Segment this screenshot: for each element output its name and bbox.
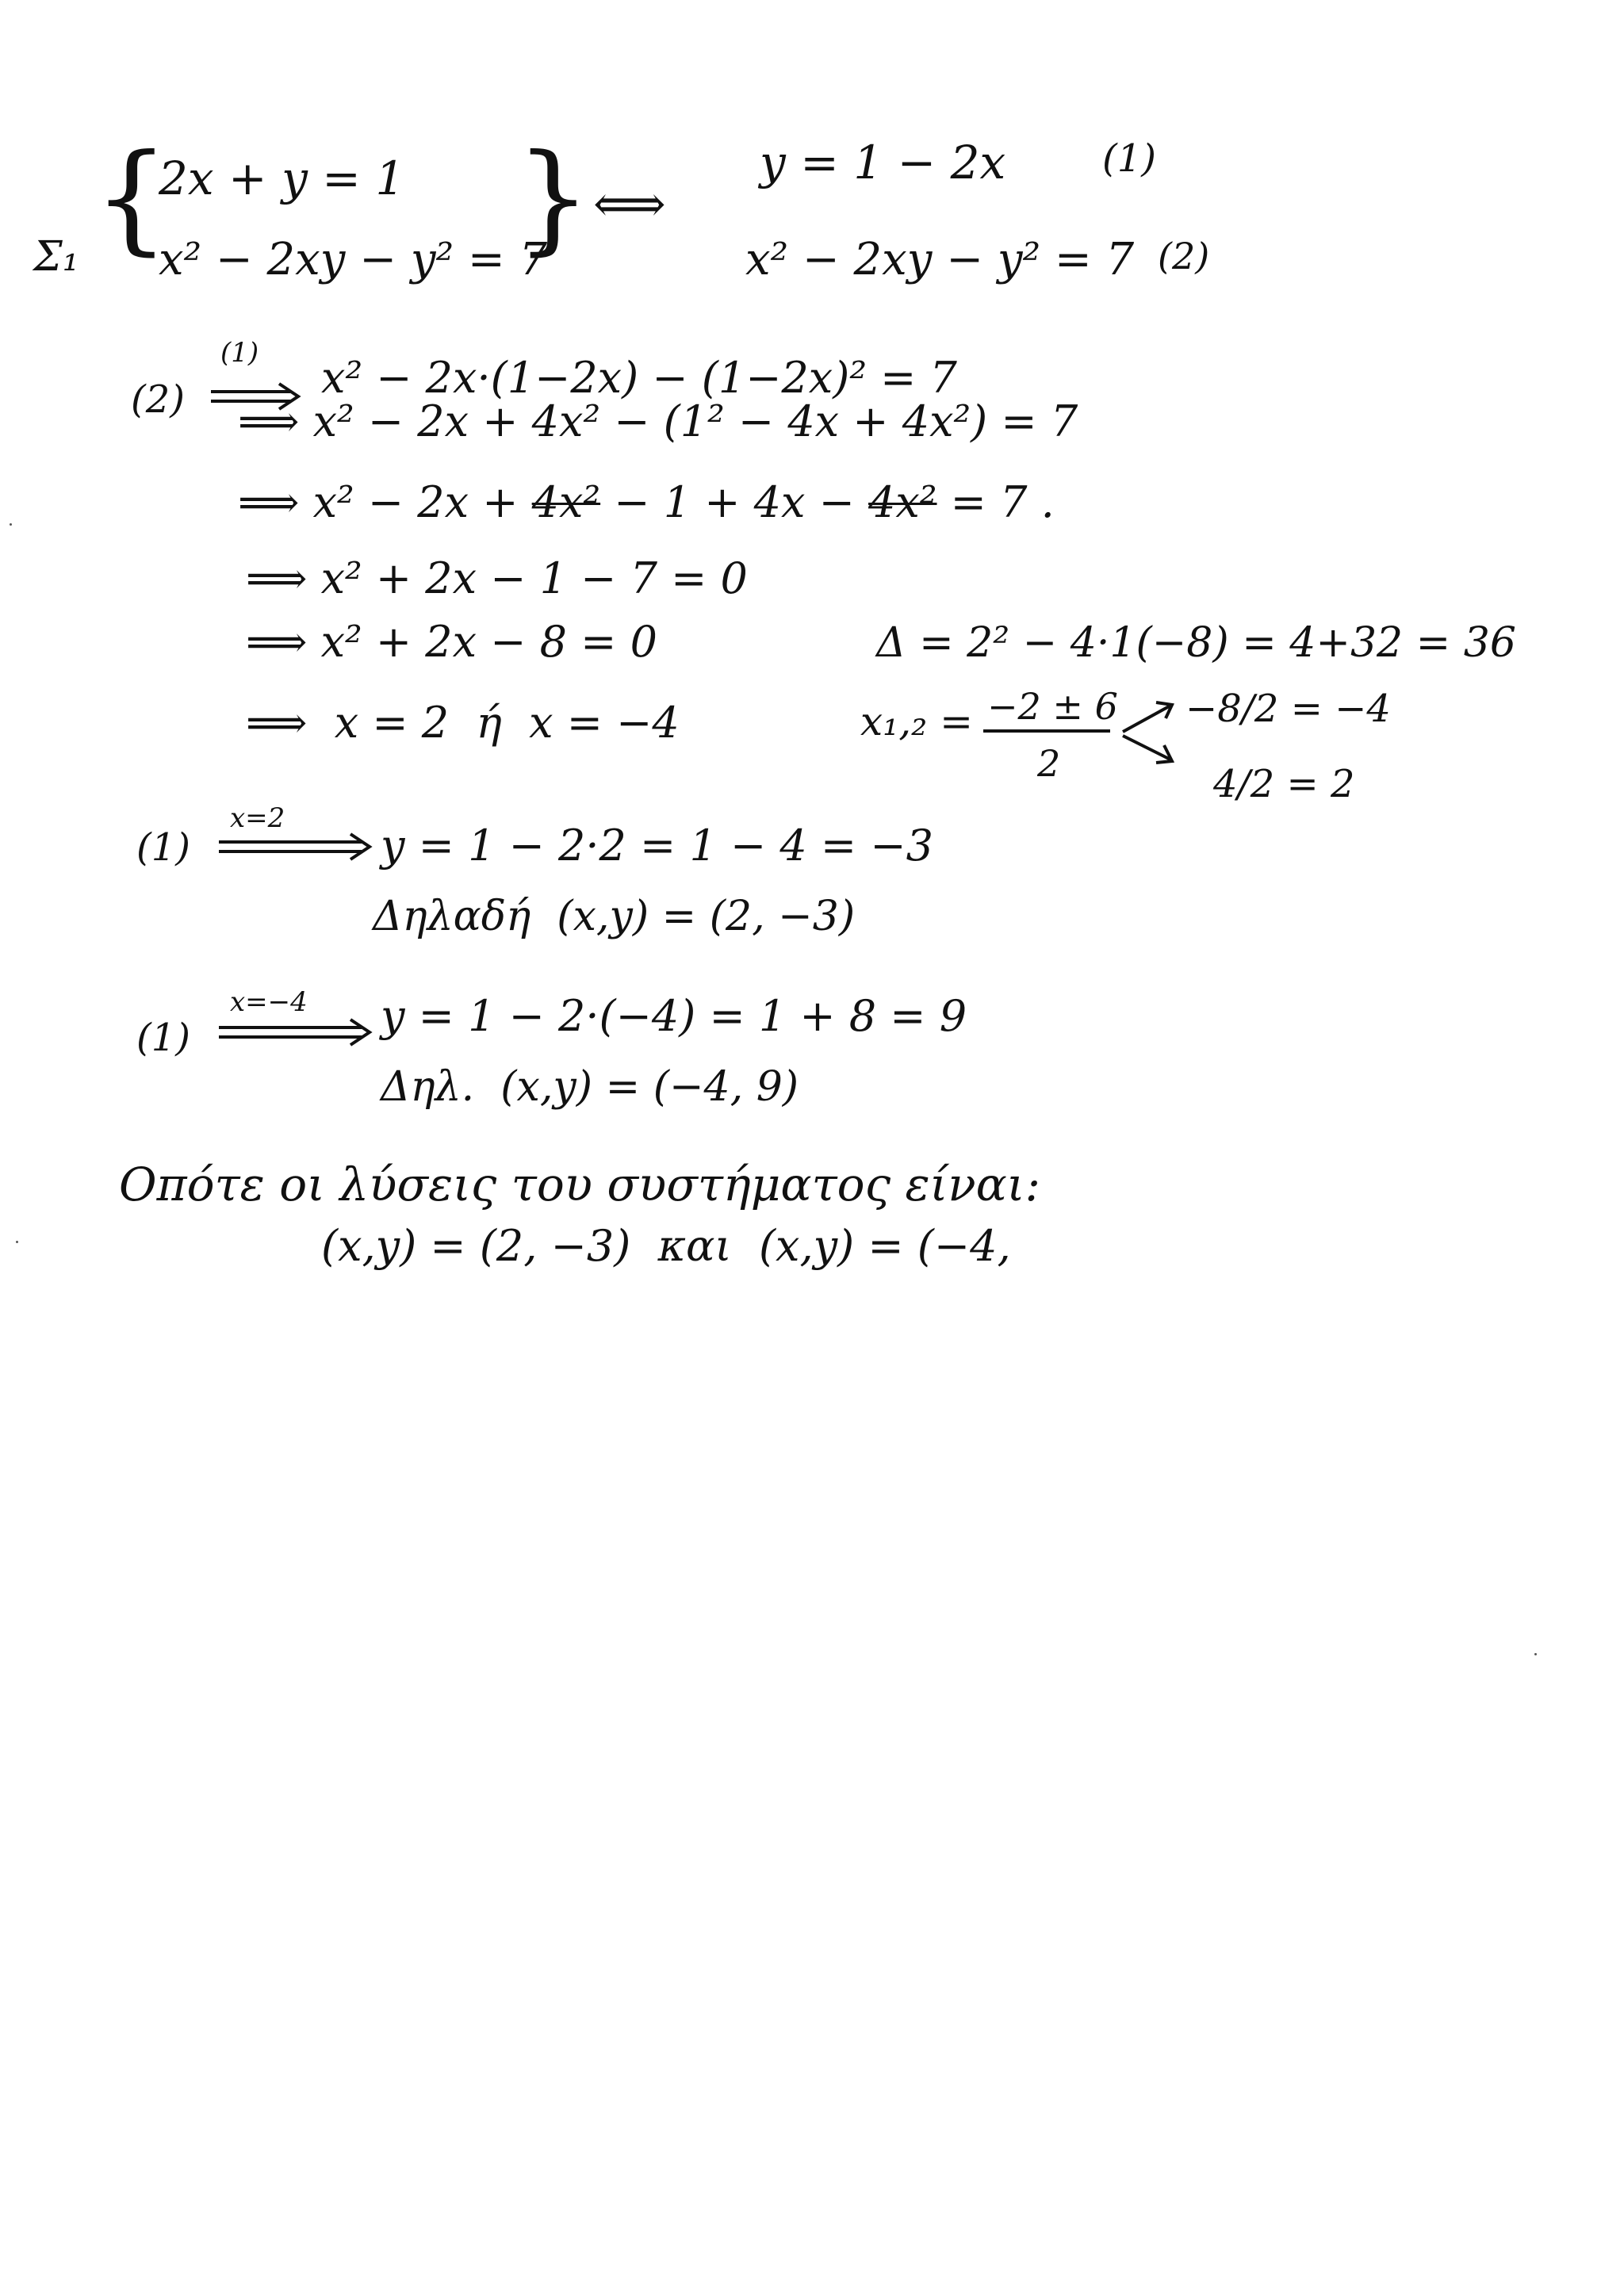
system-equation-2: x² − 2xy − y² = 7	[159, 234, 548, 285]
step-3-part-b: − 1 + 4x −	[600, 477, 869, 527]
conclusion-line-2: (x,y) = (2, −3) και (x,y) = (−4,	[321, 1221, 1011, 1271]
fraction-bar	[983, 729, 1110, 733]
substitution-step-4: ⟹ x² + 2x − 1 − 7 = 0	[246, 553, 748, 603]
substitution-step-6: ⟹ x = 2 ή x = −4	[246, 698, 680, 748]
discriminant-formula: Δ = 2² − 4·1(−8) = 4+32 = 36	[876, 619, 1516, 667]
equation-tag-2: (2)	[1158, 235, 1210, 277]
substitution-step-3	[238, 477, 1055, 527]
roots-denominator: 2	[1037, 742, 1061, 785]
step-3-part-a: ⟹ x² − 2x +	[238, 477, 532, 527]
rewritten-equation-2: x² − 2xy − y² = 7	[745, 234, 1135, 285]
case-2-tag: (1)	[136, 1016, 190, 1060]
case-1-arrow-label: x=2	[230, 802, 285, 834]
branch-arrows-icon	[1118, 696, 1182, 767]
case-2-line-2: Δηλ. (x,y) = (−4, 9)	[381, 1063, 799, 1111]
substitution-step-2: ⟹ x² − 2x + 4x² − (1² − 4x + 4x²) = 7	[238, 396, 1078, 446]
case-2-arrow-icon	[216, 1016, 374, 1048]
roots-label: x₁,₂ =	[860, 698, 973, 744]
system-name: Σ₁	[33, 233, 79, 281]
scan-speck	[10, 523, 12, 526]
substitution-start-tag: (2)	[131, 377, 185, 422]
conclusion-line-1: Οπότε οι λύσεις του συστήματος είναι:	[119, 1158, 1041, 1211]
case-2-arrow-label: x=−4	[230, 986, 308, 1018]
case-1-line-1: y = 1 − 2·2 = 1 − 4 = −3	[381, 821, 933, 871]
scan-speck	[16, 1241, 18, 1243]
case-2-line-1: y = 1 − 2·(−4) = 1 + 8 = 9	[381, 991, 967, 1041]
rewritten-equation-1: y = 1 − 2x	[760, 136, 1006, 189]
substitution-step-5: ⟹ x² + 2x − 8 = 0	[246, 617, 657, 667]
right-brace: }	[515, 129, 592, 267]
substitution-step-1: x² − 2x·(1−2x) − (1−2x)² = 7	[321, 353, 957, 403]
roots-numerator: −2 ± 6	[987, 685, 1118, 728]
root-b: 4/2 = 2	[1213, 762, 1355, 806]
left-brace: {	[94, 129, 170, 267]
case-1-tag: (1)	[136, 825, 190, 870]
case-1-arrow-icon	[216, 831, 374, 863]
substitution-arrow-label: (1)	[220, 337, 259, 369]
equation-tag-1: (1)	[1102, 136, 1156, 181]
step-3-part-c: = 7 .	[936, 477, 1055, 527]
root-a: −8/2 = −4	[1185, 687, 1391, 731]
scan-speck	[1534, 1653, 1537, 1655]
cancelled-term-1: 4x²	[531, 477, 601, 527]
cancelled-term-2: 4x²	[868, 477, 937, 527]
equivalence-symbol: ⟺	[593, 175, 666, 234]
case-1-line-2: Δηλαδή (x,y) = (2, −3)	[373, 893, 856, 940]
system-equation-1: 2x + y = 1	[159, 151, 405, 205]
